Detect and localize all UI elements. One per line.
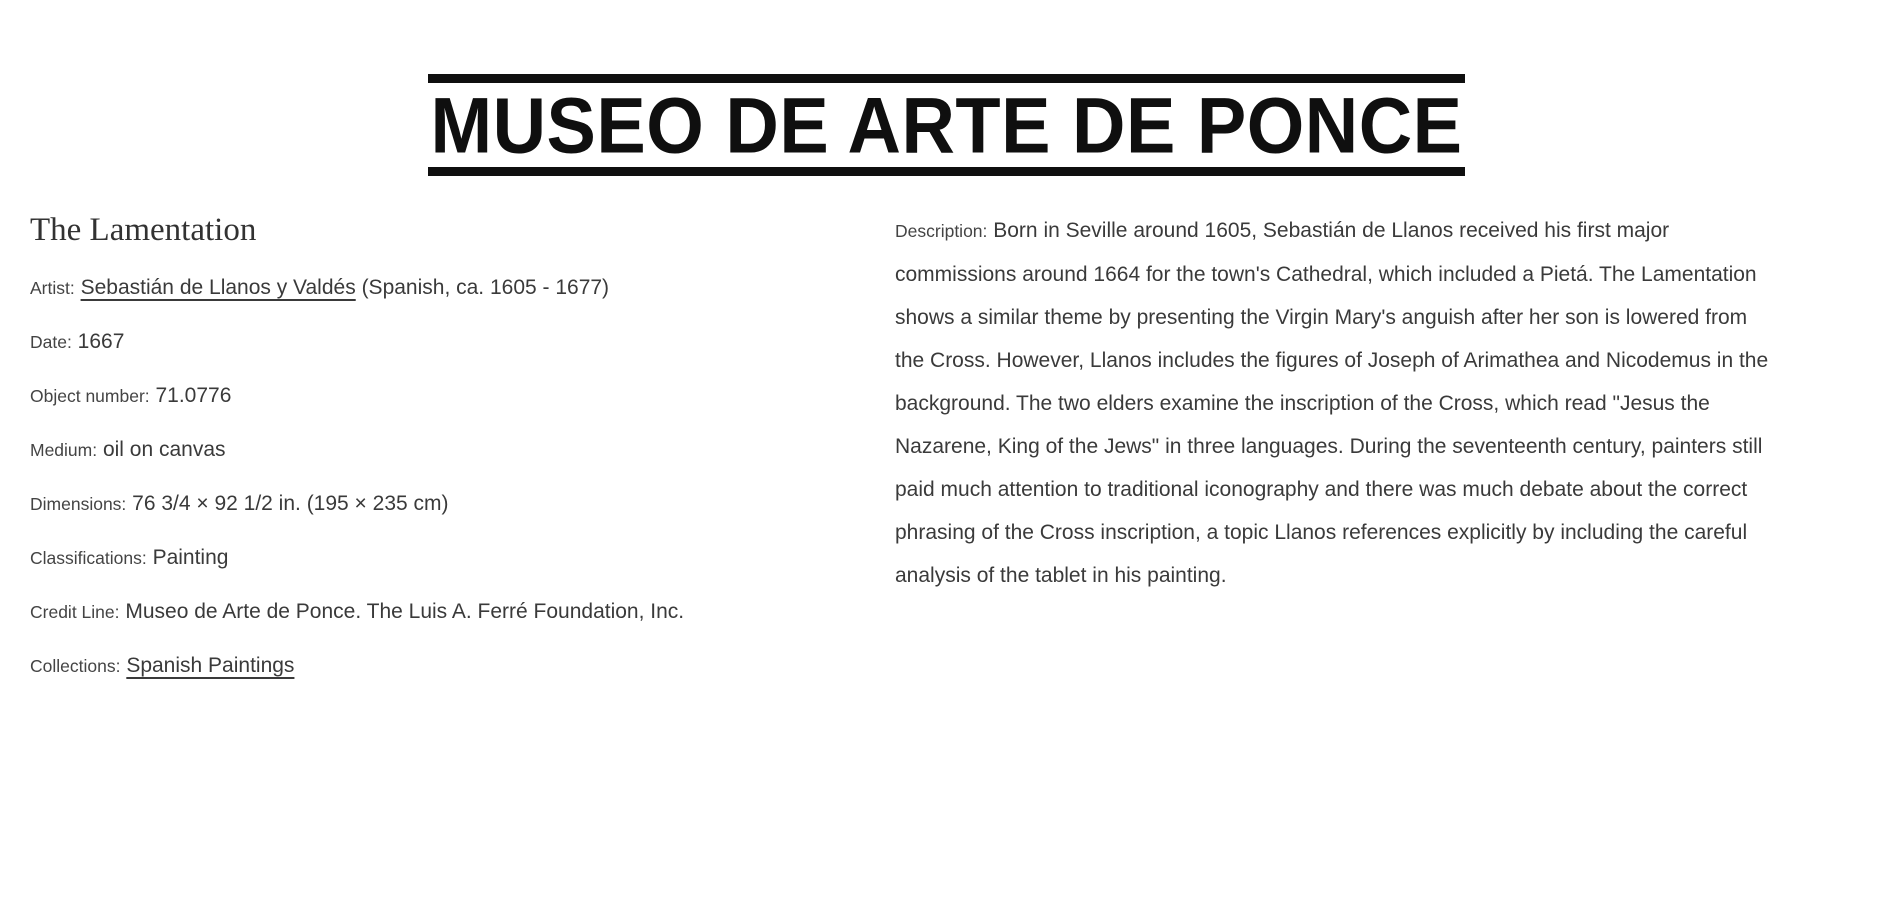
description-text: Born in Seville around 1605, Sebastián de Llanos received his first major commissions around 1664 for the town's Cathedral, which included a Pietá. The Lamentation shows a similar theme by presenting the Virgin Mary's anguish after her son is lowered from the Cross. However, Llanos includes the figures of Joseph of Arimathea and Nicodemus in the background. The two elders examine the inscription of the Cross, which read "Jesus the Nazarene, King of the Jews" in three languages. During the seventeenth century, painters still paid much attention to traditional iconography and there was much debate about the correct phrasing of the Cross inscription, a topic Llanos references explicitly by including the careful analysis of the tablet in his painting. [895, 219, 1769, 587]
description-paragraph [895, 209, 1770, 597]
field-artist-label: Artist: [30, 278, 75, 298]
field-date-label: Date: [30, 332, 72, 352]
field-classifications-value: Painting [152, 546, 229, 569]
field-collections [30, 652, 865, 680]
field-date-value: 1667 [77, 330, 125, 353]
artist-link[interactable]: Sebastián de Llanos y Valdés [80, 276, 356, 299]
object-description-panel [895, 209, 1770, 706]
field-object-number-label: Object number: [30, 386, 150, 406]
field-object-number [30, 382, 865, 410]
field-object-number-value: 71.0776 [155, 384, 232, 407]
field-dimensions-label: Dimensions: [30, 494, 127, 514]
field-credit-line-value: Museo de Arte de Ponce. The Luis A. Ferré Foundation, Inc. [125, 600, 685, 623]
field-date [30, 328, 865, 356]
field-credit-line [30, 598, 865, 626]
field-medium-label: Medium: [30, 440, 98, 460]
field-credit-line-label: Credit Line: [30, 602, 120, 622]
museum-logo[interactable] [428, 74, 1464, 176]
field-artist [30, 274, 865, 302]
field-dimensions [30, 490, 865, 518]
field-medium [30, 436, 865, 464]
site-header [0, 0, 1893, 176]
description-label: Description: [895, 221, 988, 241]
object-detail [0, 209, 1893, 706]
museum-logo-text: MUSEO DE ARTE DE PONCE [430, 81, 1463, 170]
object-metadata-panel [30, 209, 865, 706]
field-collections-label: Collections: [30, 656, 121, 676]
field-medium-value: oil on canvas [102, 438, 226, 461]
collections-link[interactable]: Spanish Paintings [126, 654, 295, 677]
field-classifications [30, 544, 865, 572]
field-dimensions-value: 76 3/4 × 92 1/2 in. (195 × 235 cm) [132, 492, 449, 515]
artist-nationality-dates: (Spanish, ca. 1605 - 1677) [361, 276, 610, 299]
object-title: The Lamentation [30, 212, 257, 248]
field-classifications-label: Classifications: [30, 548, 147, 568]
